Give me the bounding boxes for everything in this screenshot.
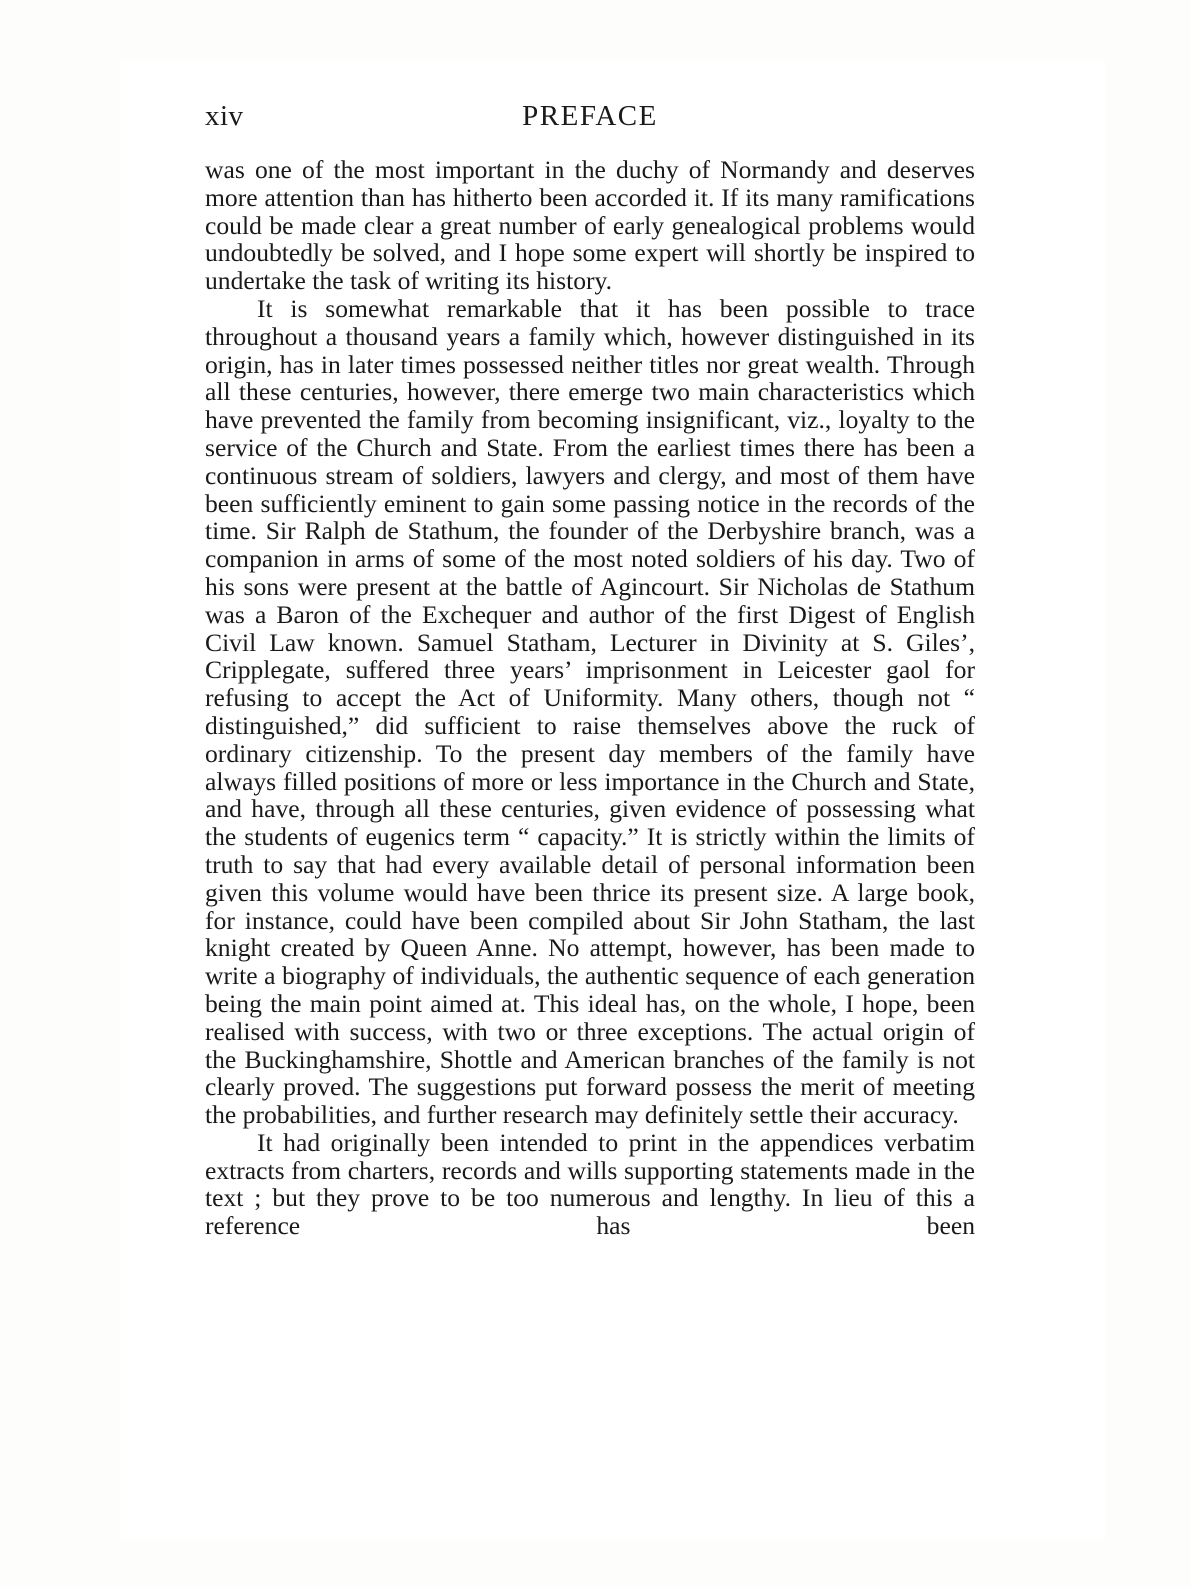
paragraph-family-history: It is somewhat remarkable that it has been possible to trace throughout a thousand years a family which, however distinguished in its origin, has in later times possessed neither titles nor great wealth. Through all these centuries, however, there emerge two main characteristics which have prevented the family from becoming insignificant, viz., loyalty to the service of the Church and State. From the earliest times there has been a continuous stream of soldiers, lawyers and clergy, and most of them have been sufficiently eminent to gain some passing notice in the records of the time. Sir Ralph de Stathum, the founder of the Derbyshire branch, was a companion in arms of some of the most noted soldiers of his day. Two of his sons were present at the battle of Agincourt. Sir Nicholas de Stathum was a Baron of the Exchequer and author of the first Digest of English Civil Law known. Samuel Statham, Lecturer in Divinity at S. Giles’, Cripplegate, suffered three years’ imprisonment in Leicester gaol for refusing to accept the Act of Uniformity. Many others, though not “ distinguished,” did sufficient to raise themselves above the ruck of ordinary citizenship. To the present day members of the family have always filled positions of more or less importance in the Church and State, and have, through all these centuries, given evidence of possessing what the students of eugenics term “ capacity.” It is strictly within the limits of truth to say that had every available detail of personal information been given this volume would have been thrice its present size. A large book, for instance, could have been compiled about Sir John Statham, the last knight created by Queen Anne. No attempt, however, has been made to write a biography of individuals, the authentic sequence of each generation being the main point aimed at. This ideal has, on the whole, I hope, been realised with success, with two or three exceptions. The actual origin of the Buckinghamshire, Shottle and American branches of the family is not clearly proved. The suggestions put forward possess the merit of meeting the probabilities, and further research may definitely settle their accuracy. [205,293,975,1130]
running-title: PREFACE [522,100,658,132]
running-header [205,96,975,136]
page-number: xiv [205,100,244,132]
paragraph-continued: was one of the most important in the duchy of Normandy and deserves more attention than has hitherto been accorded it. If its many ramifications could be made clear a great number of early genealogical problems would undoubtedly be solved, and I hope some expert will shortly be inspired to undertake the task of writing its history. [205,155,975,296]
preface-body [205,156,975,1240]
paragraph-appendices: It had originally been intended to print in the appendices verbatim extracts from charters, records and wills supporting statements made in the text ; but they prove to be too numerous and lengthy. In lieu of this a reference has been [205,1127,975,1241]
